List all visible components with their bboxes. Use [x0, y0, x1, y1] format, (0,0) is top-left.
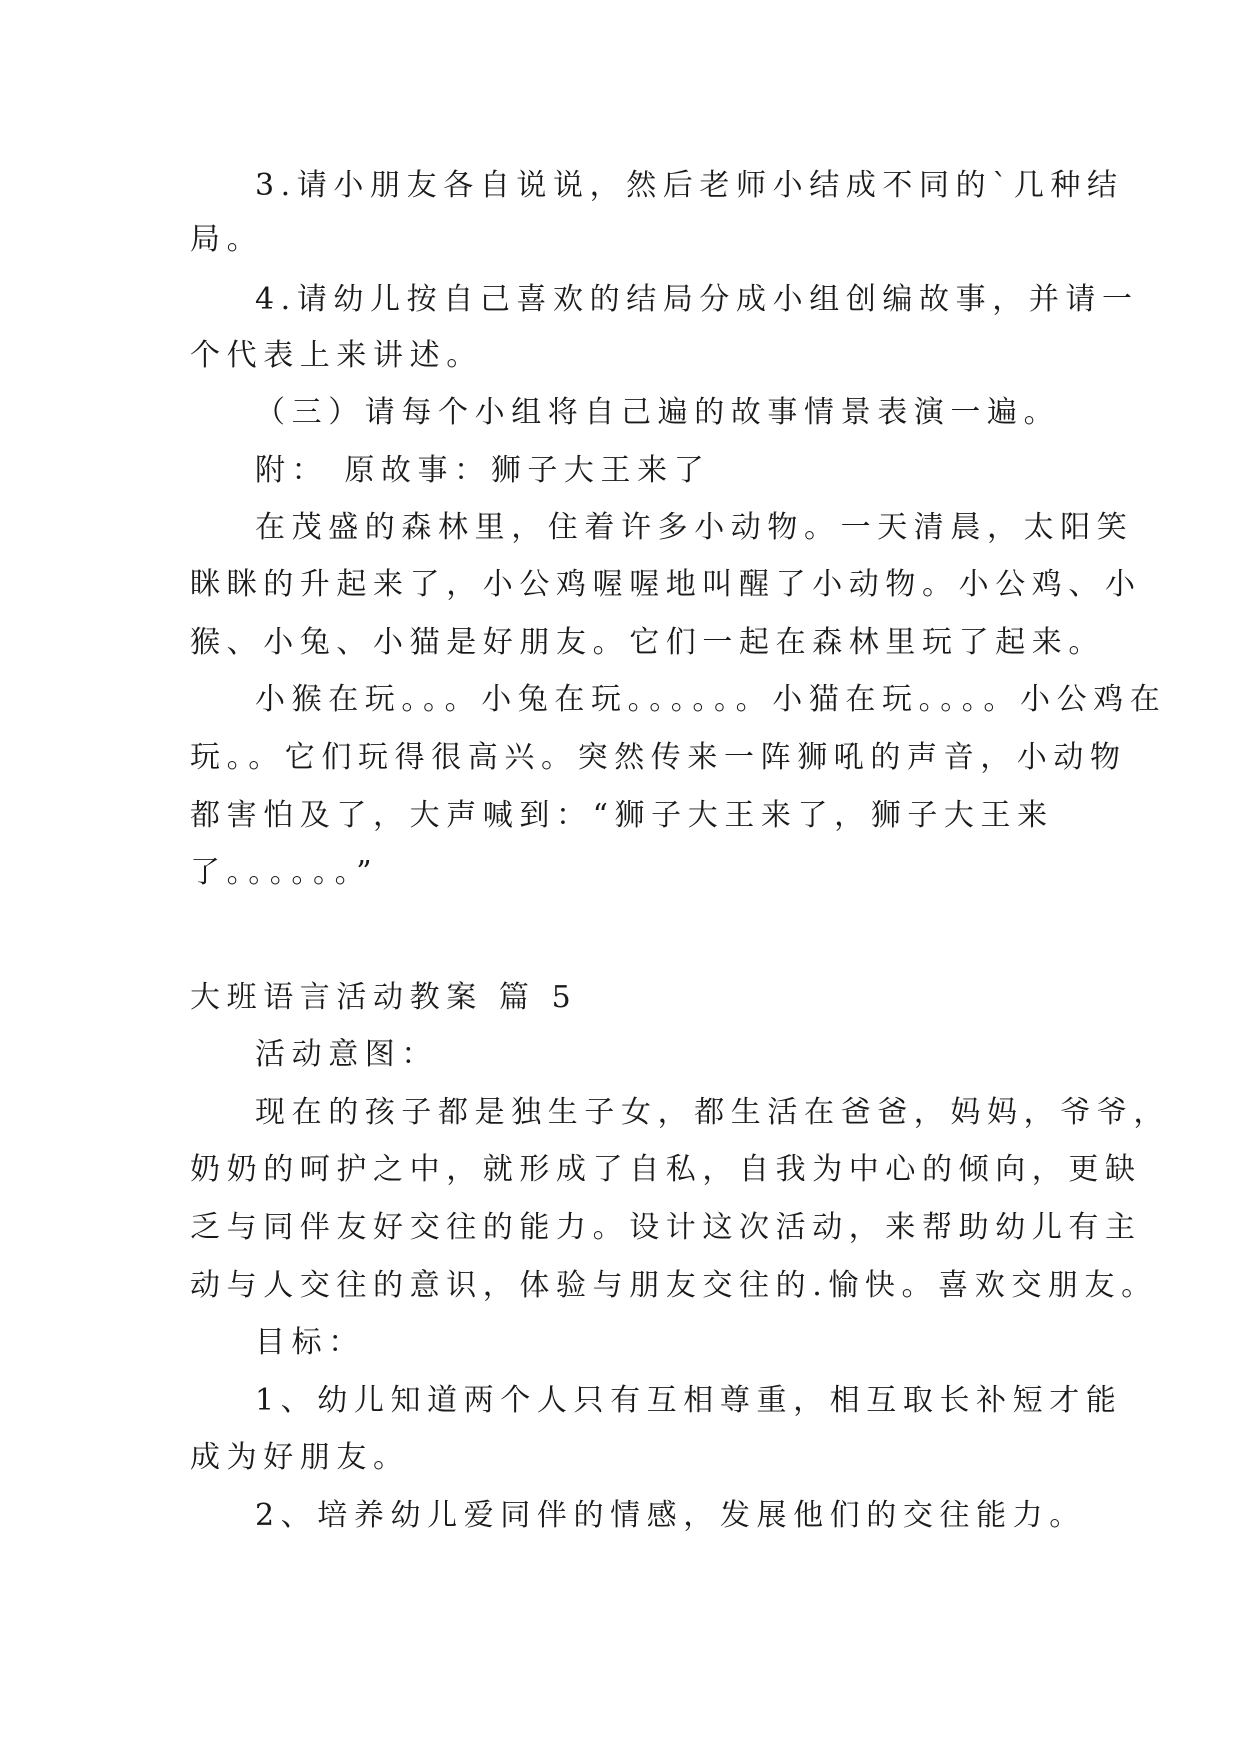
text-line: 3.请小朋友各自说说，然后老师小结成不同的`几种结 [255, 168, 1124, 203]
text-line: 现在的孩子都是独生子女，都生活在爸爸，妈妈，爷爷， [255, 1095, 1170, 1130]
text-line: 局。 [190, 222, 264, 257]
text-line: 小猴在玩。。。小兔在玩。。。。。。小猫在玩。。。。小公鸡在 [255, 682, 1167, 717]
text-line: 在茂盛的森林里，住着许多小动物。一天清晨，太阳笑 [255, 510, 1134, 545]
text-line: 玩。。它们玩得很高兴。突然传来一阵狮吼的声音，小动物 [190, 740, 1127, 775]
text-line: 了。。。。。。” [190, 855, 379, 890]
text-line: 乏与同伴友好交往的能力。设计这次活动，来帮助幼儿有主 [190, 1210, 1142, 1245]
text-line: 猴、小兔、小猫是好朋友。它们一起在森林里玩了起来。 [190, 625, 1105, 660]
text-line: 个代表上来讲述。 [190, 338, 483, 373]
text-line: 奶奶的呵护之中，就形成了自私，自我为中心的倾向，更缺 [190, 1152, 1142, 1187]
text-line: 眯眯的升起来了，小公鸡喔喔地叫醒了小动物。小公鸡、小 [190, 567, 1142, 602]
text-line: 2、培养幼儿爱同伴的情感，发展他们的交往能力。 [255, 1498, 1086, 1533]
text-line: 4.请幼儿按自己喜欢的结局分成小组创编故事，并请一 [255, 282, 1139, 317]
text-line: （三）请每个小组将自己遍的故事情景表演一遍。 [255, 395, 1061, 430]
text-line: 附： 原故事：狮子大王来了 [255, 453, 711, 488]
text-line: 成为好朋友。 [190, 1440, 410, 1475]
text-line: 动与人交往的意识，体验与朋友交往的.愉快。喜欢交朋友。 [190, 1268, 1158, 1303]
text-line: 目标： [255, 1325, 365, 1360]
text-line: 活动意图： [255, 1037, 438, 1072]
section-heading: 大班语言活动教案 篇 5 [190, 980, 578, 1015]
text-line: 都害怕及了，大声喊到：“狮子大王来了，狮子大王来 [190, 798, 1054, 833]
text-line: 1、幼儿知道两个人只有互相尊重，相互取长补短才能 [255, 1383, 1123, 1418]
